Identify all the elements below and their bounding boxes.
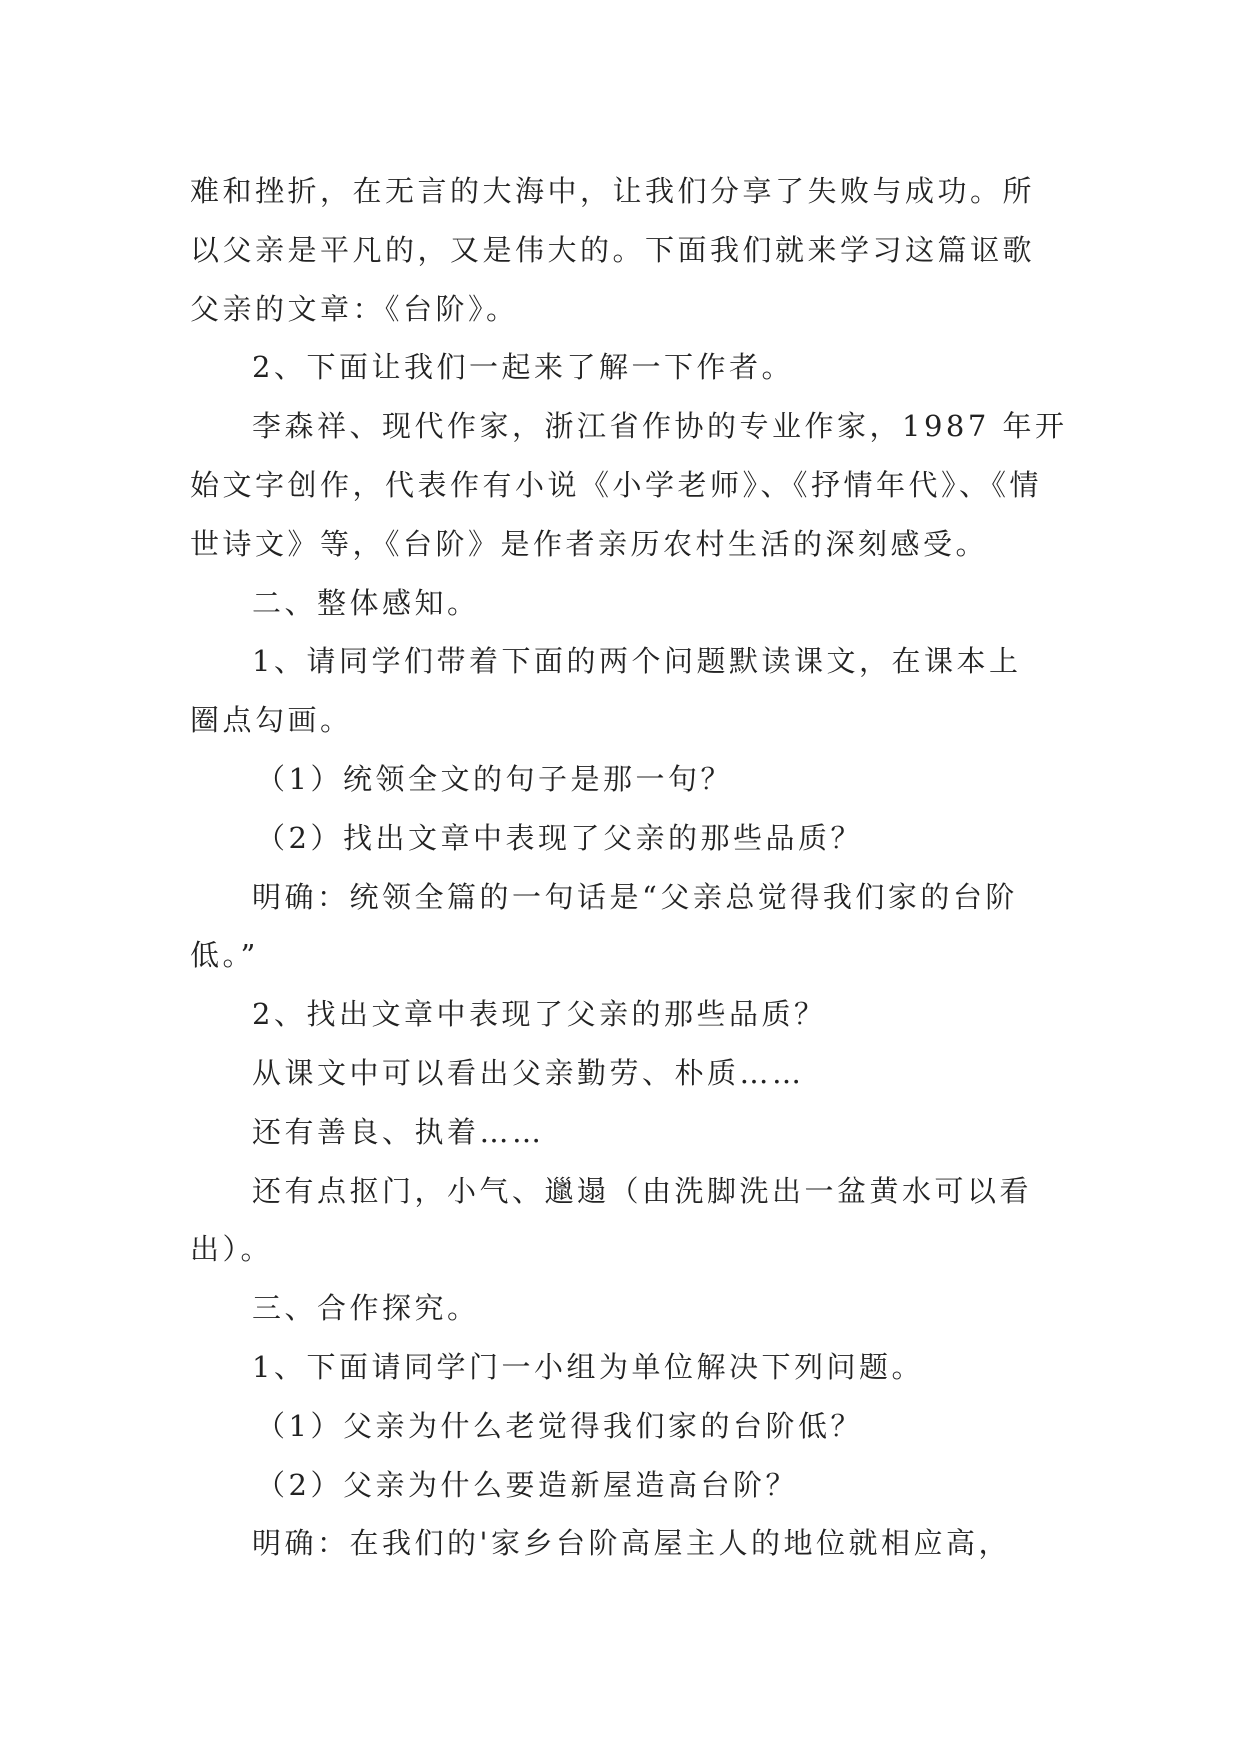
- text-line: 以父亲是平凡的，又是伟大的。下面我们就来学习这篇讴歌: [190, 232, 1036, 267]
- text-line: 二、整体感知。: [252, 585, 480, 620]
- text-line: 1、请同学们带着下面的两个问题默读课文，在课本上: [252, 644, 1022, 679]
- text-line: 父亲的文章：《台阶》。: [190, 291, 519, 326]
- text-line: 2、下面让我们一起来了解一下作者。: [252, 350, 794, 385]
- text-line: （1）统领全文的句子是那一句？: [256, 761, 733, 796]
- text-line: 圈点勾画。: [190, 703, 353, 738]
- text-line: 1、下面请同学门一小组为单位解决下列问题。: [252, 1349, 924, 1384]
- text-line: 从课文中可以看出父亲勤劳、朴质……: [252, 1055, 805, 1090]
- text-line: 2、找出文章中表现了父亲的那些品质？: [252, 997, 827, 1032]
- text-line: 始文字创作，代表作有小说《小学老师》、《抒情年代》、《情: [190, 467, 1043, 502]
- text-line: 明确：在我们的'家乡台阶高屋主人的地位就相应高，: [252, 1526, 1011, 1561]
- text-line: 还有善良、执着……: [252, 1114, 545, 1149]
- text-line: 三、合作探究。: [252, 1291, 480, 1326]
- text-line: 难和挫折，在无言的大海中，让我们分享了失败与成功。所: [190, 174, 1036, 208]
- text-line: 世诗文》等，《台阶》是作者亲历农村生活的深刻感受。: [190, 526, 989, 561]
- text-line: 出）。: [190, 1232, 274, 1267]
- document-body: [190, 162, 1068, 1573]
- text-line: 李森祥、现代作家，浙江省作协的专业作家，1987 年开: [252, 409, 1068, 444]
- text-line: 低。”: [190, 938, 259, 973]
- text-line: （2）找出文章中表现了父亲的那些品质？: [256, 820, 863, 855]
- text-line: 还有点抠门，小气、邋遢（由洗脚洗出一盆黄水可以看: [252, 1173, 1033, 1208]
- text-line: （2）父亲为什么要造新屋造高台阶？: [256, 1467, 798, 1502]
- text-line: 明确：统领全篇的一句话是“父亲总觉得我们家的台阶: [252, 879, 1018, 914]
- text-line: （1）父亲为什么老觉得我们家的台阶低？: [256, 1408, 863, 1443]
